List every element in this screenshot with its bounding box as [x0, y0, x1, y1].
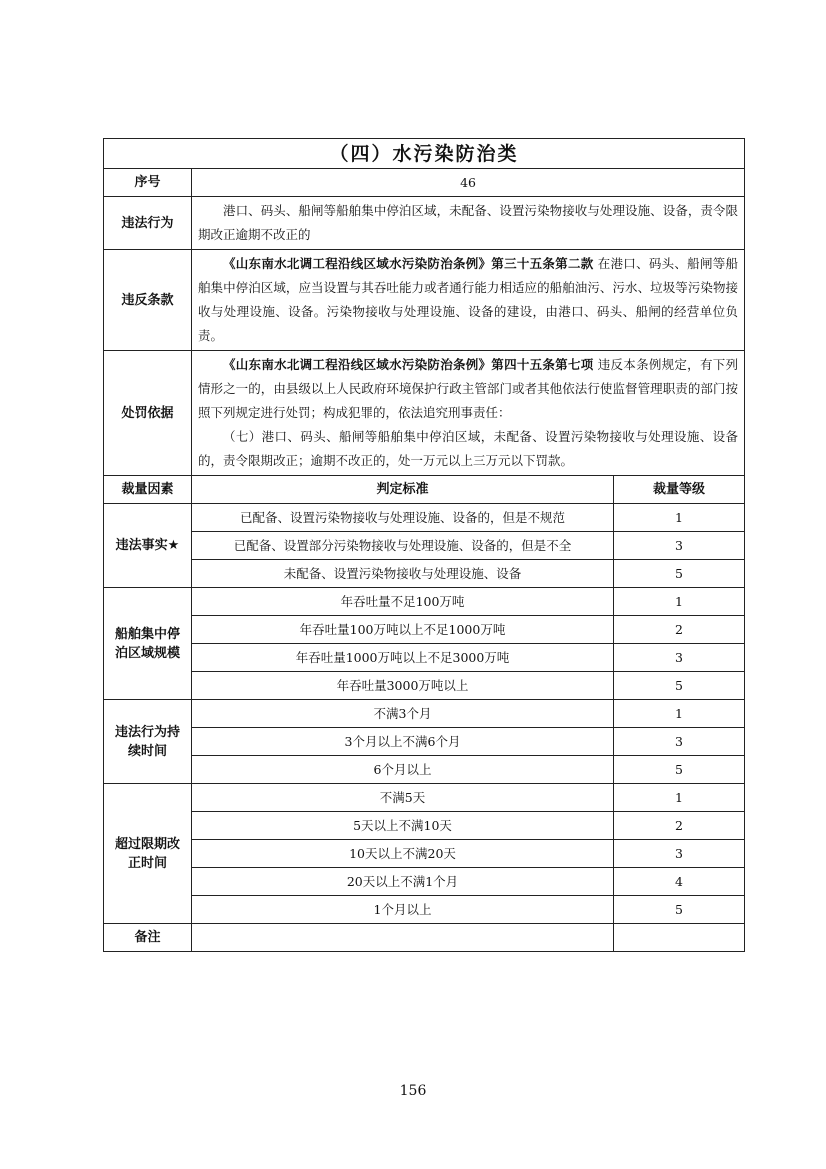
- header-standard: 判定标准: [192, 476, 614, 504]
- clause-body: 在港口、码头、船闸等船舶集中停泊区域，应当设置与其吞吐能力或者通行能力相适应的船舶油污、污水、垃圾等污染物接收与处理设施、设备。污染物接收与处理设施、设备的建设，由港口、码头、船闸的经营单位负责。: [198, 256, 739, 343]
- violation-label: 违法行为: [104, 197, 192, 250]
- factor-level: 1: [614, 504, 745, 532]
- remarks-value: [192, 924, 614, 952]
- penalty-label: 处罚依据: [104, 351, 192, 476]
- factor-name: 船舶集中停泊区域规模: [104, 588, 192, 700]
- factor-row: [104, 896, 745, 924]
- factor-standard: 20天以上不满1个月: [192, 868, 614, 896]
- factor-standard: 3个月以上不满6个月: [192, 728, 614, 756]
- penalty-body: 违反本条例规定，有下列情形之一的，由县级以上人民政府环境保护行政主管部门或者其他依法行使监督管理职责的部门按照下列规定进行处罚；构成犯罪的，依法追究刑事责任：: [198, 357, 739, 420]
- serial-label: 序号: [104, 169, 192, 197]
- factor-standard: 年吞吐量1000万吨以上不足3000万吨: [192, 644, 614, 672]
- violation-text: 港口、码头、船闸等船舶集中停泊区域，未配备、设置污染物接收与处理设施、设备，责令限期改正逾期不改正的: [192, 197, 745, 250]
- factor-level: 1: [614, 700, 745, 728]
- factor-row: [104, 560, 745, 588]
- factor-level: 3: [614, 840, 745, 868]
- factor-row: [104, 728, 745, 756]
- factor-row: [104, 616, 745, 644]
- factor-standard: 未配备、设置污染物接收与处理设施、设备: [192, 560, 614, 588]
- factor-level: 3: [614, 728, 745, 756]
- factor-row: [104, 868, 745, 896]
- header-factor: 裁量因素: [104, 476, 192, 504]
- clause-label: 违反条款: [104, 250, 192, 351]
- factor-row: [104, 812, 745, 840]
- factor-standard: 6个月以上: [192, 756, 614, 784]
- factor-level: 5: [614, 896, 745, 924]
- factor-standard: 1个月以上: [192, 896, 614, 924]
- clause-title: 《山东南水北调工程沿线区域水污染防治条例》第三十五条第二款: [223, 256, 594, 271]
- factor-standard: 已配备、设置污染物接收与处理设施、设备的，但是不规范: [192, 504, 614, 532]
- factor-standard: 不满5天: [192, 784, 614, 812]
- factor-row: [104, 644, 745, 672]
- factor-level: 5: [614, 672, 745, 700]
- penalty-title: 《山东南水北调工程沿线区域水污染防治条例》第四十五条第七项: [223, 357, 594, 372]
- factor-level: 3: [614, 532, 745, 560]
- factor-standard: 已配备、设置部分污染物接收与处理设施、设备的，但是不全: [192, 532, 614, 560]
- factor-level: 3: [614, 644, 745, 672]
- factor-row: [104, 756, 745, 784]
- factor-standard: 5天以上不满10天: [192, 812, 614, 840]
- serial-value: 46: [192, 169, 745, 197]
- factor-name: 违法事实★: [104, 504, 192, 588]
- factor-row: [104, 504, 745, 532]
- factor-level: 5: [614, 756, 745, 784]
- factor-name: 违法行为持续时间: [104, 700, 192, 784]
- factor-row: [104, 588, 745, 616]
- factor-level: 4: [614, 868, 745, 896]
- remarks-label: 备注: [104, 924, 192, 952]
- factor-level: 2: [614, 812, 745, 840]
- factor-row: [104, 700, 745, 728]
- factor-level: 5: [614, 560, 745, 588]
- penalty-text: [192, 351, 745, 476]
- factor-level: 1: [614, 784, 745, 812]
- factor-row: [104, 784, 745, 812]
- clause-text: [192, 250, 745, 351]
- discretion-table: [103, 138, 745, 952]
- remarks-level: [614, 924, 745, 952]
- factor-standard: 年吞吐量100万吨以上不足1000万吨: [192, 616, 614, 644]
- factor-level: 2: [614, 616, 745, 644]
- penalty-item: （七）港口、码头、船闸等船舶集中停泊区域，未配备、设置污染物接收与处理设施、设备的，责令限期改正；逾期不改正的，处一万元以上三万元以下罚款。: [198, 429, 739, 468]
- factor-standard: 不满3个月: [192, 700, 614, 728]
- factor-row: [104, 532, 745, 560]
- factor-row: [104, 672, 745, 700]
- factor-row: [104, 840, 745, 868]
- factor-level: 1: [614, 588, 745, 616]
- factor-standard: 年吞吐量3000万吨以上: [192, 672, 614, 700]
- factor-standard: 年吞吐量不足100万吨: [192, 588, 614, 616]
- page-number: 156: [399, 1083, 427, 1099]
- factor-name: 超过限期改正时间: [104, 784, 192, 924]
- factor-standard: 10天以上不满20天: [192, 840, 614, 868]
- header-level: 裁量等级: [614, 476, 745, 504]
- table-title: （四）水污染防治类: [104, 139, 745, 169]
